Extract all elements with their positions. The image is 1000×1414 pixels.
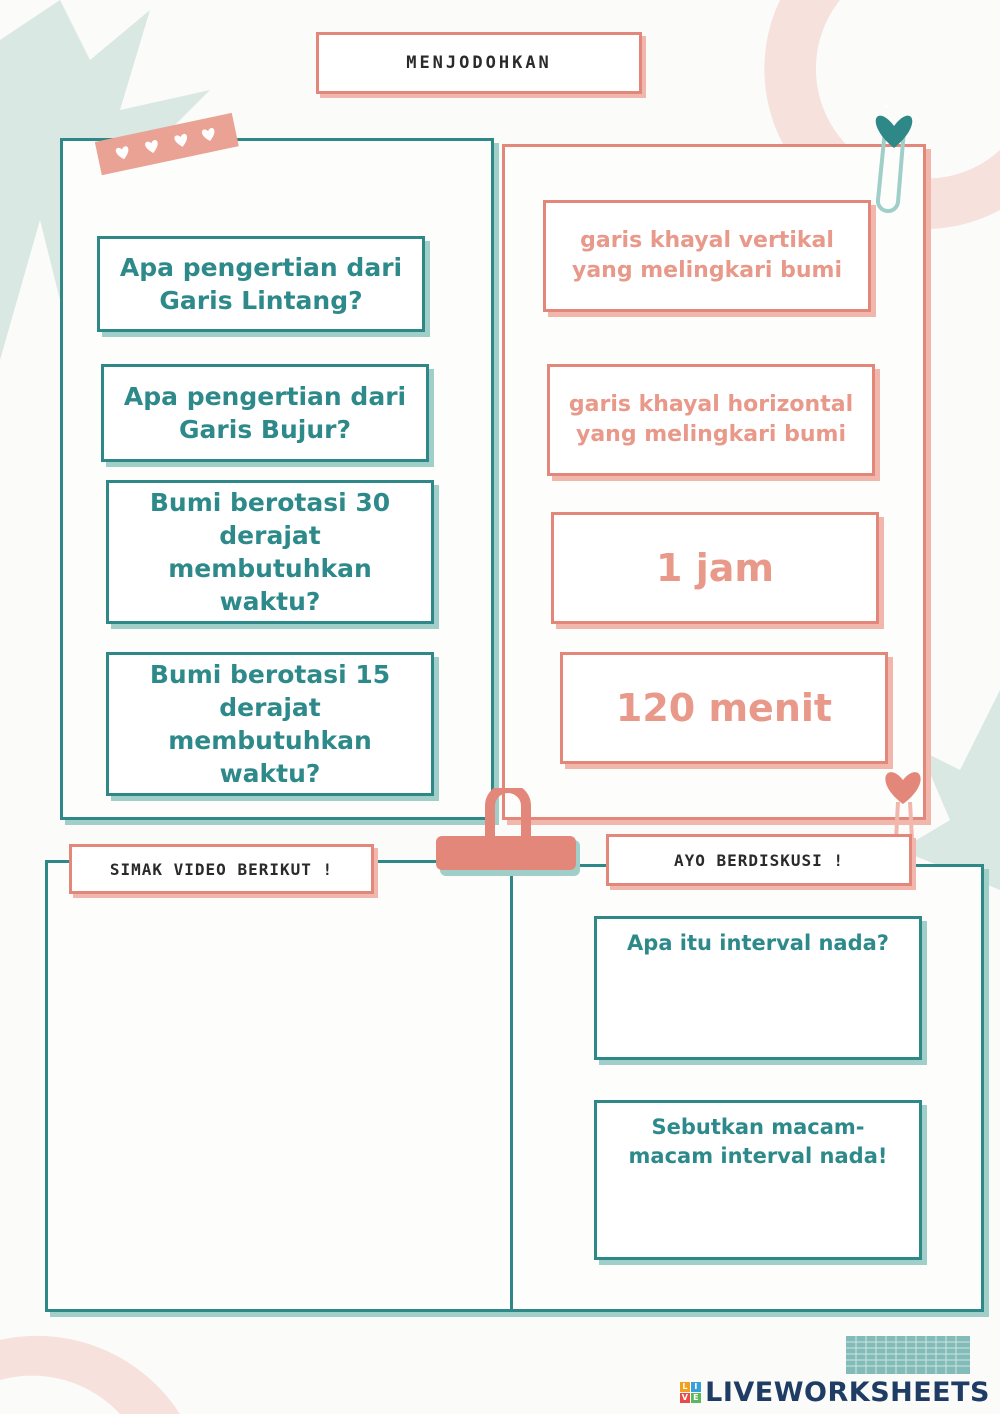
discussion-question-2[interactable]: Sebutkan macam-macam interval nada! — [594, 1100, 922, 1260]
question-card-3[interactable]: Bumi berotasi 30 derajat membutuhkan waktu? — [106, 480, 434, 624]
discussion-question-1[interactable]: Apa itu interval nada? — [594, 916, 922, 1060]
grid-tape-decoration — [846, 1336, 970, 1374]
video-section-label: SIMAK VIDEO BERIKUT ! — [69, 844, 374, 894]
liveworksheets-logo[interactable] — [680, 1377, 990, 1408]
svg-text:✦: ✦ — [882, 102, 891, 113]
discussion-section-label: AYO BERDISKUSI ! — [606, 834, 912, 886]
question-card-1[interactable]: Apa pengertian dari Garis Lintang? — [97, 236, 425, 332]
video-panel — [45, 860, 517, 1312]
liveworksheets-logo-icon: L I V E — [680, 1382, 701, 1403]
answer-card-3[interactable]: 1 jam — [551, 512, 879, 624]
question-card-4[interactable]: Bumi berotasi 15 derajat membutuhkan waktu? — [106, 652, 434, 796]
heart-pin-icon — [878, 762, 928, 842]
page-title: MENJODOHKAN — [316, 32, 642, 94]
answer-card-2[interactable]: garis khayal horizontal yang melingkari bumi — [547, 364, 875, 476]
paperclip-heart-icon — [862, 80, 926, 220]
question-card-2[interactable]: Apa pengertian dari Garis Bujur? — [101, 364, 429, 462]
answer-card-1[interactable]: garis khayal vertikal yang melingkari bumi — [543, 200, 871, 312]
binder-clip-icon — [432, 788, 584, 884]
heart-tape-decoration — [92, 112, 242, 178]
answer-card-4[interactable]: 120 menit — [560, 652, 888, 764]
background-arc-bottom-left — [0, 1320, 200, 1414]
brand-text: LIVEWORKSHEETS — [705, 1377, 990, 1408]
